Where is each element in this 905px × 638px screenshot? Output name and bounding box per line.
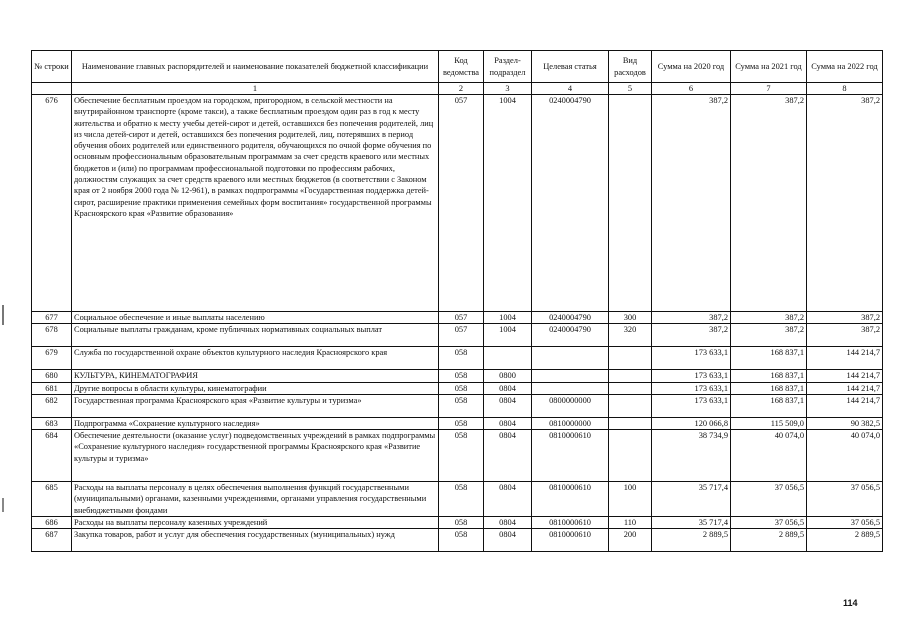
row-expense-type — [609, 430, 652, 482]
row-sum-2022: 2 889,5 — [807, 529, 883, 552]
row-name: Подпрограмма «Сохранение культурного наследия» — [72, 417, 439, 429]
row-section-code: 1004 — [484, 312, 532, 324]
row-name: Социальные выплаты гражданам, кроме публичных нормативных социальных выплат — [72, 324, 439, 347]
table-row — [32, 312, 883, 324]
column-number — [32, 83, 72, 95]
row-section-code: 1004 — [484, 95, 532, 312]
row-section-code: 1004 — [484, 324, 532, 347]
table-row — [32, 482, 883, 517]
row-number: 678 — [32, 324, 72, 347]
row-sum-2020: 173 633,1 — [652, 394, 731, 417]
row-expense-type: 320 — [609, 324, 652, 347]
row-name: Служба по государственной охране объектов культурного наследия Красноярского края — [72, 347, 439, 370]
column-number: 3 — [484, 83, 532, 95]
row-number: 676 — [32, 95, 72, 312]
row-sum-2022: 40 074,0 — [807, 430, 883, 482]
row-name: Обеспечение бесплатным проездом на городском, пригородном, в сельской местности на внутрирайонном транспорте (кроме такси), а также бесплатным проездом один раз в год к месту жительства и обратно к месту учебы детей-сирот и детей, оставшихся без попечения родителей, лиц из числа детей-сирот и детей, оставшихся без попечения родителей, лиц, потерявших в период обучения обоих родителей или единственного родителя, обучающихся по очной форме обучения по основным профессиональным образовательным программам за счет средств краевого или местных бюджетов и (или) по программам профессиональной подготовки по профессиям рабочих, должностям служащих за счет средств краевого или местных бюджетов (в соответствии с Законом края от 2 ноября 2000 года № 12-961), в рамках подпрограммы «Государственная поддержка детей-сирот, расширение практики применения семейных форм воспитания» государственной программы Красноярского края «Развитие образования» — [72, 95, 439, 312]
row-target-code: 0810000610 — [532, 529, 609, 552]
row-sum-2021: 168 837,1 — [731, 394, 807, 417]
row-sum-2022: 37 056,5 — [807, 482, 883, 517]
row-sum-2021: 168 837,1 — [731, 382, 807, 394]
row-target-code — [532, 382, 609, 394]
row-name: Государственная программа Красноярского края «Развитие культуры и туризма» — [72, 394, 439, 417]
row-target-code: 0800000000 — [532, 394, 609, 417]
row-target-code: 0810000000 — [532, 417, 609, 429]
row-sum-2021: 387,2 — [731, 312, 807, 324]
row-ved-code: 058 — [439, 370, 484, 382]
table-row — [32, 382, 883, 394]
column-number: 5 — [609, 83, 652, 95]
row-sum-2021: 40 074,0 — [731, 430, 807, 482]
row-ved-code: 058 — [439, 529, 484, 552]
table-row — [32, 324, 883, 347]
row-number: 683 — [32, 417, 72, 429]
row-expense-type — [609, 417, 652, 429]
header-section: Раздел-подраздел — [484, 51, 532, 83]
row-number: 680 — [32, 370, 72, 382]
row-section-code: 0804 — [484, 417, 532, 429]
row-number: 681 — [32, 382, 72, 394]
row-ved-code: 057 — [439, 95, 484, 312]
row-sum-2020: 387,2 — [652, 324, 731, 347]
row-target-code — [532, 370, 609, 382]
row-sum-2020: 387,2 — [652, 312, 731, 324]
row-expense-type: 110 — [609, 517, 652, 529]
row-sum-2022: 144 214,7 — [807, 370, 883, 382]
row-expense-type — [609, 347, 652, 370]
row-section-code: 0804 — [484, 482, 532, 517]
table-row — [32, 517, 883, 529]
table-row — [32, 430, 883, 482]
row-ved-code: 058 — [439, 430, 484, 482]
row-sum-2021: 387,2 — [731, 95, 807, 312]
header-ved: Код ведомства — [439, 51, 484, 83]
column-number: 1 — [72, 83, 439, 95]
row-sum-2022: 144 214,7 — [807, 394, 883, 417]
table-row — [32, 95, 883, 312]
row-sum-2020: 2 889,5 — [652, 529, 731, 552]
header-sum-2020: Сумма на 2020 год — [652, 51, 731, 83]
row-sum-2021: 387,2 — [731, 324, 807, 347]
row-number: 684 — [32, 430, 72, 482]
row-ved-code: 058 — [439, 417, 484, 429]
row-expense-type — [609, 95, 652, 312]
row-number: 685 — [32, 482, 72, 517]
row-target-code: 0810000610 — [532, 517, 609, 529]
row-section-code: 0800 — [484, 370, 532, 382]
row-number: 677 — [32, 312, 72, 324]
row-name: Закупка товаров, работ и услуг для обеспечения государственных (муниципальных) нужд — [72, 529, 439, 552]
row-section-code: 0804 — [484, 394, 532, 417]
row-sum-2020: 38 734,9 — [652, 430, 731, 482]
table-row — [32, 347, 883, 370]
table-row — [32, 529, 883, 552]
row-number: 687 — [32, 529, 72, 552]
column-number: 6 — [652, 83, 731, 95]
column-number: 7 — [731, 83, 807, 95]
row-expense-type: 200 — [609, 529, 652, 552]
row-sum-2020: 120 066,8 — [652, 417, 731, 429]
row-ved-code: 057 — [439, 312, 484, 324]
table-row — [32, 394, 883, 417]
row-sum-2020: 35 717,4 — [652, 517, 731, 529]
column-numbers-row — [32, 83, 883, 95]
row-sum-2022: 37 056,5 — [807, 517, 883, 529]
row-sum-2022: 90 382,5 — [807, 417, 883, 429]
row-sum-2021: 2 889,5 — [731, 529, 807, 552]
row-sum-2022: 387,2 — [807, 312, 883, 324]
row-sum-2020: 35 717,4 — [652, 482, 731, 517]
row-section-code: 0804 — [484, 517, 532, 529]
row-ved-code: 058 — [439, 394, 484, 417]
row-sum-2022: 144 214,7 — [807, 347, 883, 370]
column-number: 2 — [439, 83, 484, 95]
row-expense-type — [609, 394, 652, 417]
row-sum-2020: 173 633,1 — [652, 370, 731, 382]
header-target: Целевая статья — [532, 51, 609, 83]
row-ved-code: 057 — [439, 324, 484, 347]
row-sum-2020: 173 633,1 — [652, 347, 731, 370]
row-sum-2021: 37 056,5 — [731, 517, 807, 529]
row-name: Другие вопросы в области культуры, кинематографии — [72, 382, 439, 394]
row-name: КУЛЬТУРА, КИНЕМАТОГРАФИЯ — [72, 370, 439, 382]
row-target-code — [532, 347, 609, 370]
scan-edge-mark — [2, 305, 4, 325]
row-sum-2022: 387,2 — [807, 95, 883, 312]
row-section-code: 0804 — [484, 529, 532, 552]
row-expense-type — [609, 382, 652, 394]
column-number: 8 — [807, 83, 883, 95]
row-sum-2021: 37 056,5 — [731, 482, 807, 517]
table-row — [32, 370, 883, 382]
row-section-code: 0804 — [484, 430, 532, 482]
row-expense-type — [609, 370, 652, 382]
row-target-code: 0810000610 — [532, 482, 609, 517]
row-target-code: 0810000610 — [532, 430, 609, 482]
row-name: Расходы на выплаты персоналу в целях обеспечения выполнения функций государственными (муниципальными) органами, казенными учреждениями, органами управления государственными внебюджетными фондами — [72, 482, 439, 517]
row-sum-2020: 387,2 — [652, 95, 731, 312]
header-sum-2022: Сумма на 2022 год — [807, 51, 883, 83]
row-ved-code: 058 — [439, 382, 484, 394]
row-name: Социальное обеспечение и иные выплаты населению — [72, 312, 439, 324]
row-ved-code: 058 — [439, 347, 484, 370]
row-sum-2021: 115 509,0 — [731, 417, 807, 429]
row-ved-code: 058 — [439, 517, 484, 529]
budget-table — [31, 50, 883, 552]
row-sum-2022: 387,2 — [807, 324, 883, 347]
row-expense-type: 100 — [609, 482, 652, 517]
page-number: 114 — [843, 598, 858, 608]
row-target-code: 0240004790 — [532, 95, 609, 312]
header-sum-2021: Сумма на 2021 год — [731, 51, 807, 83]
row-section-code: 0804 — [484, 382, 532, 394]
header-expense-type: Вид расходов — [609, 51, 652, 83]
row-sum-2020: 173 633,1 — [652, 382, 731, 394]
column-number: 4 — [532, 83, 609, 95]
row-name: Обеспечение деятельности (оказание услуг) подведомственных учреждений в рамках подпрограммы «Сохранение культурного наследия» государственной программы Красноярского края «Развитие культуры и туризма» — [72, 430, 439, 482]
row-number: 679 — [32, 347, 72, 370]
row-sum-2021: 168 837,1 — [731, 347, 807, 370]
row-target-code: 0240004790 — [532, 312, 609, 324]
scan-edge-mark — [2, 498, 4, 512]
header-row — [32, 51, 883, 83]
header-row-number: № строки — [32, 51, 72, 83]
row-number: 686 — [32, 517, 72, 529]
row-name: Расходы на выплаты персоналу казенных учреждений — [72, 517, 439, 529]
row-expense-type: 300 — [609, 312, 652, 324]
table-row — [32, 417, 883, 429]
row-number: 682 — [32, 394, 72, 417]
row-ved-code: 058 — [439, 482, 484, 517]
header-name: Наименование главных распорядителей и наименование показателей бюджетной классификации — [72, 51, 439, 83]
row-target-code: 0240004790 — [532, 324, 609, 347]
row-sum-2022: 144 214,7 — [807, 382, 883, 394]
row-section-code — [484, 347, 532, 370]
row-sum-2021: 168 837,1 — [731, 370, 807, 382]
